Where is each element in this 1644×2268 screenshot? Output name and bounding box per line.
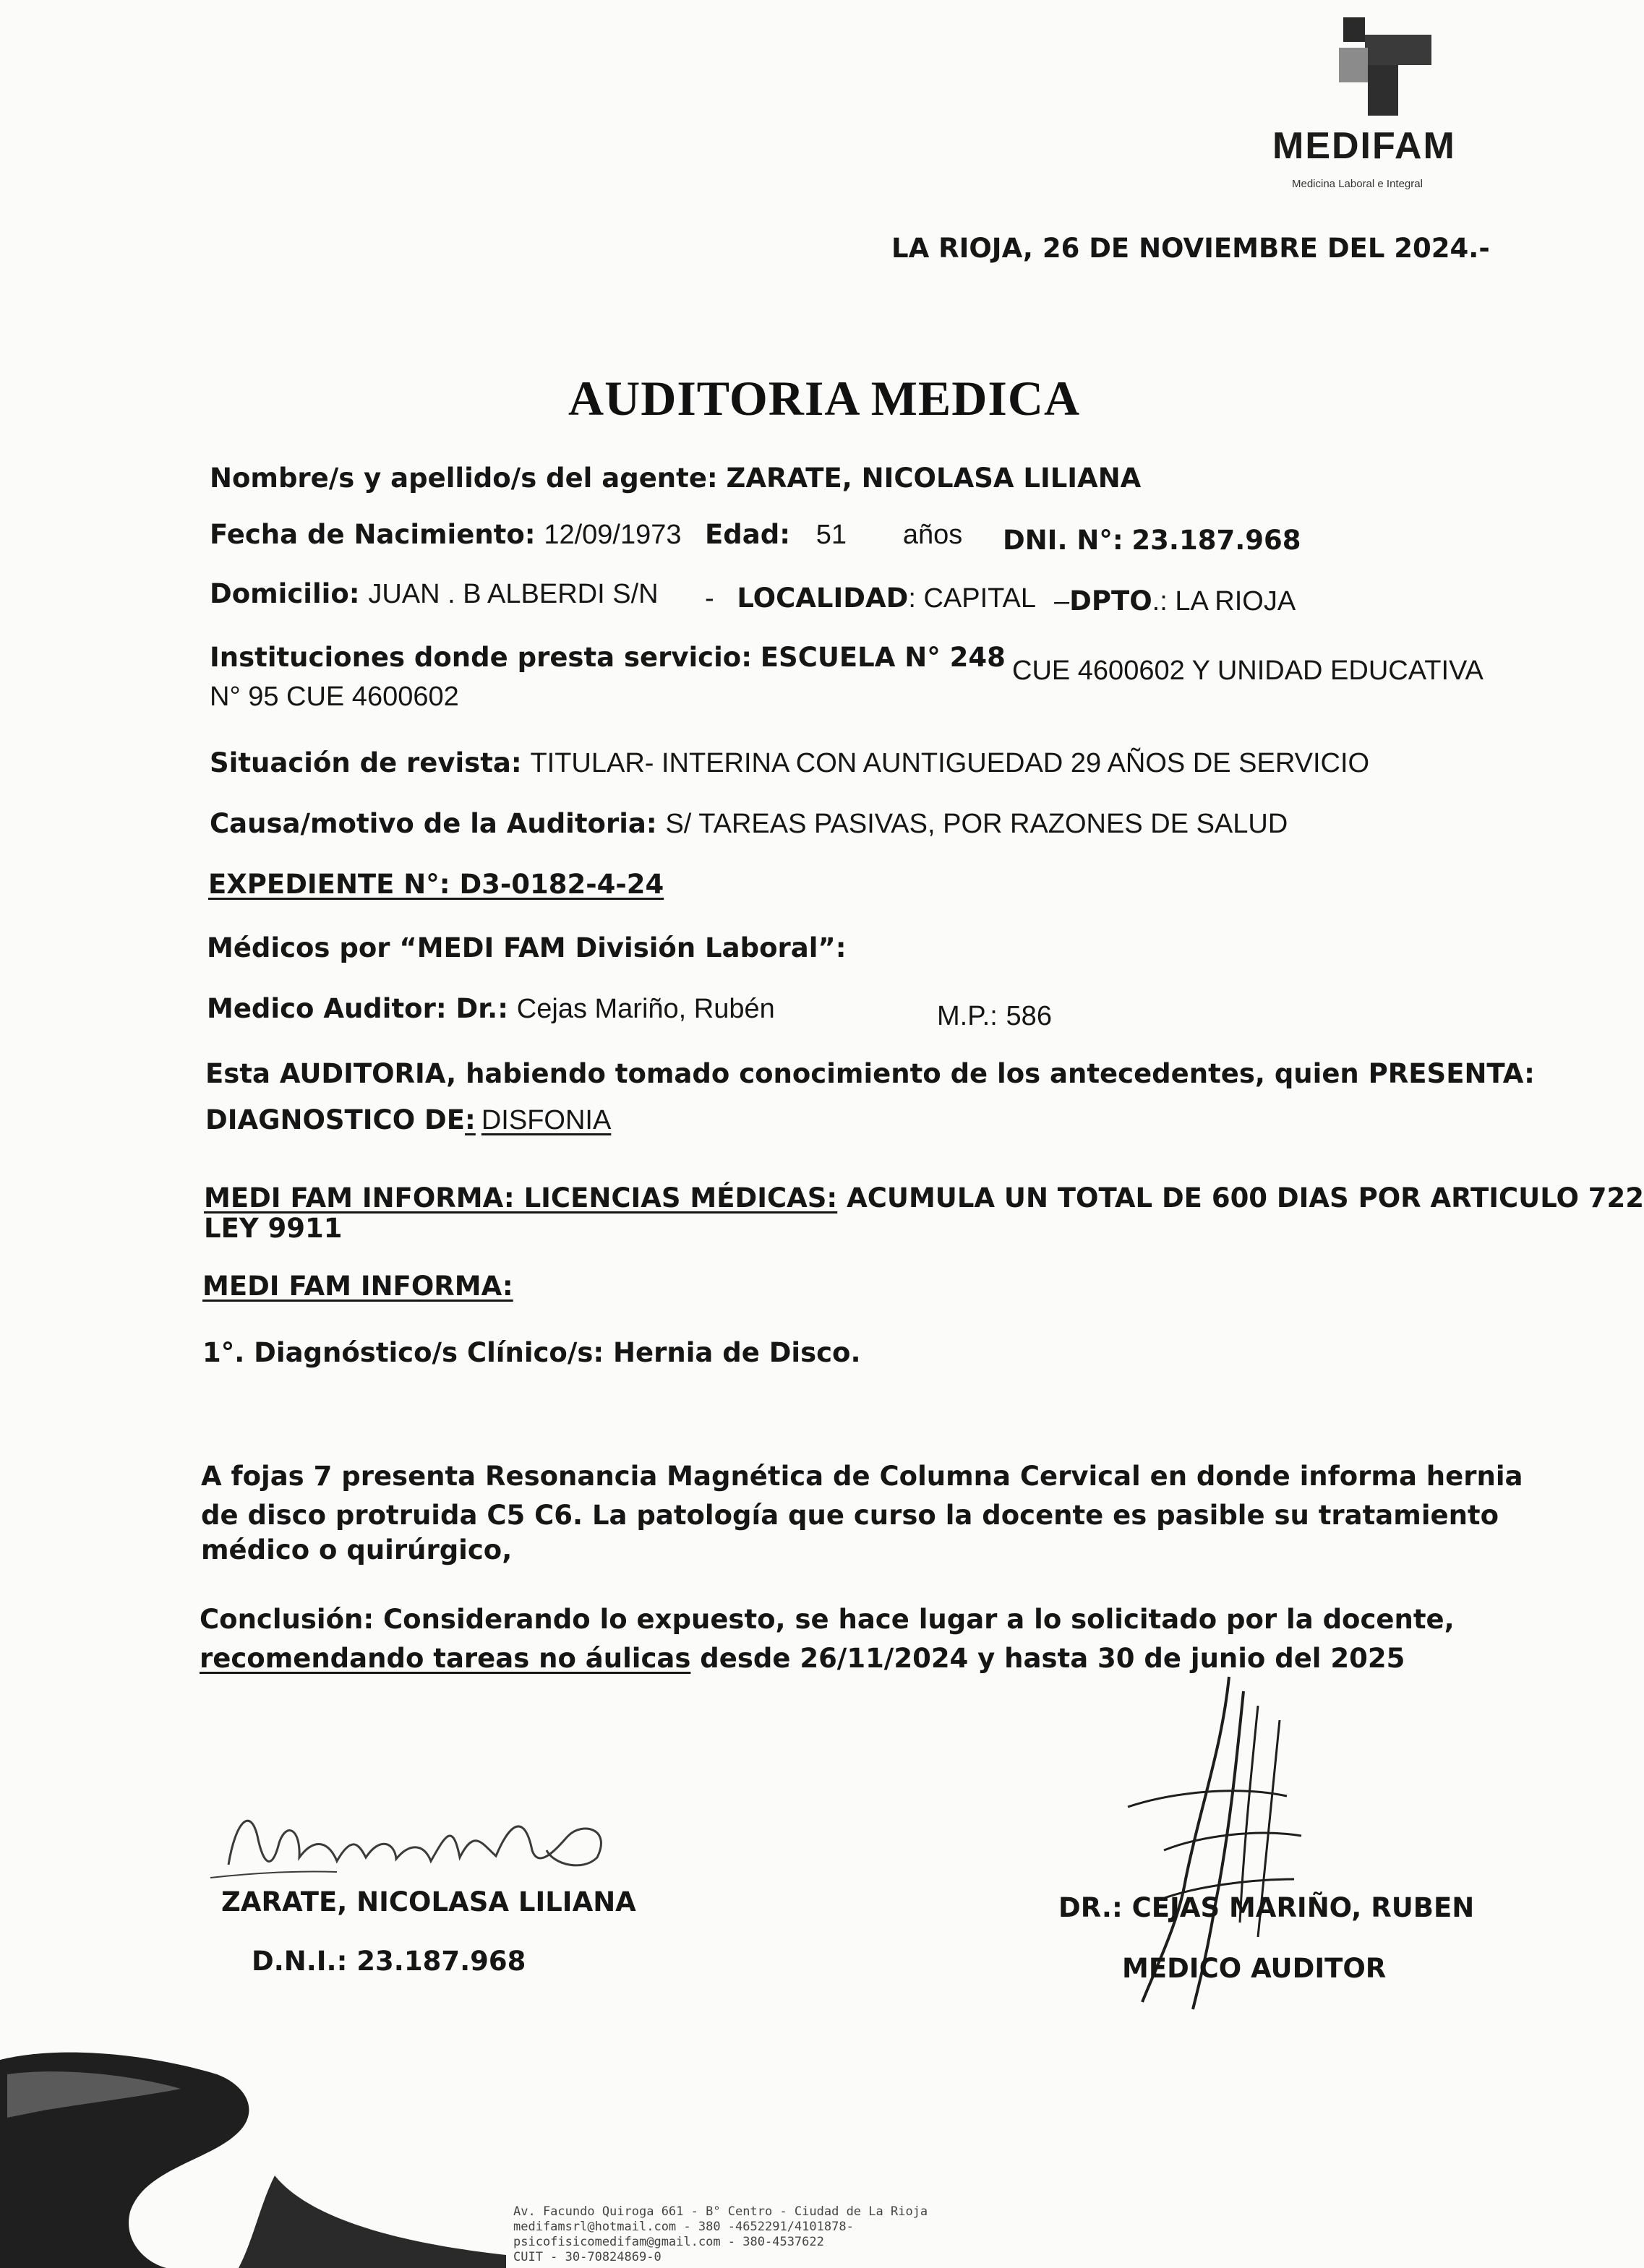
decorative-corner-shape	[0, 2045, 506, 2268]
locality-row	[705, 583, 1036, 614]
diagnosis-value: DISFONIA	[481, 1105, 612, 1135]
address-value: JUAN . B ALBERDI S/N	[368, 579, 659, 609]
conclusion-dates: desde 26/11/2024 y hasta 30 de junio del 2025	[690, 1643, 1405, 1674]
dept-row	[1054, 585, 1296, 617]
status-value: TITULAR- INTERINA CON AUNTIGUEDAD 29 AÑOS DE SERVICIO	[530, 748, 1370, 778]
dni-row	[1003, 525, 1301, 557]
logo-tagline: Medicina Laboral e Integral	[1292, 178, 1423, 190]
cause-label: Causa/motivo de la Auditoria:	[210, 808, 657, 839]
findings-line-1: A fojas 7 presenta Resonancia Magnética de Columna Cervical en donde informa hernia	[201, 1461, 1523, 1492]
licenses-line2: LEY 9911	[204, 1213, 343, 1244]
file-number: EXPEDIENTE N°: D3-0182-4-24	[208, 869, 664, 900]
institutions-row	[210, 642, 1006, 674]
address-row	[210, 578, 659, 610]
conclusion-line-1: Conclusión: Considerando lo expuesto, se hace lugar a lo solicitado por la docente,	[200, 1604, 1455, 1635]
diagnosis-row	[205, 1104, 611, 1136]
status-row	[210, 747, 1369, 779]
informa-heading: MEDI FAM INFORMA:	[202, 1271, 513, 1302]
document-title: AUDITORIA MEDICA	[568, 371, 1081, 426]
agent-signature	[207, 1792, 641, 1894]
licenses-row	[204, 1182, 1644, 1214]
place-date: LA RIOJA, 26 DE NOVIEMBRE DEL 2024.-	[891, 233, 1490, 264]
presents-text-b: AUDITORIA	[279, 1058, 447, 1089]
presents-text-d: PRESENTA:	[1368, 1058, 1535, 1089]
mp-row	[937, 1000, 1052, 1032]
footer-email-2: psicofisicomedifam@gmail.com - 380-4537622	[513, 2235, 824, 2249]
dept-value: .: LA RIOJA	[1152, 586, 1296, 617]
footer-cuit: CUIT - 30-70824869-0	[513, 2250, 662, 2264]
dept-label: DPTO	[1069, 585, 1152, 617]
agent-name-row	[210, 463, 1141, 494]
birth-label: Fecha de Nacimiento:	[210, 519, 536, 550]
licenses-text: ACUMULA UN TOTAL DE 600 DIAS POR ARTICULO 722	[837, 1182, 1644, 1214]
mp-value: 586	[1006, 1001, 1052, 1031]
doctor-signature-name: DR.: CEJAS MARIÑO, RUBEN	[1058, 1892, 1475, 1923]
diagnosis-separator: :	[465, 1104, 476, 1135]
age-value: 51	[815, 520, 847, 550]
medifam-logo-icon	[1330, 16, 1446, 124]
address-label: Domicilio:	[210, 578, 360, 609]
presents-text-a: Esta	[205, 1058, 280, 1089]
presents-text-c: , habiendo tomado conocimiento de los antecedentes, quien	[446, 1058, 1369, 1089]
auditor-label: Medico Auditor: Dr.:	[207, 993, 509, 1024]
findings-paragraph	[201, 1457, 1523, 1570]
cause-row	[210, 808, 1288, 840]
institutions-line2-text: N° 95 CUE 4600602	[210, 682, 459, 712]
footer-address: Av. Facundo Quiroga 661 - B° Centro - Ciudad de La Rioja	[513, 2204, 928, 2219]
auditor-row	[207, 993, 775, 1025]
conclusion-recommendation: recomendando tareas no áulicas	[200, 1643, 691, 1674]
locality-label: LOCALIDAD	[737, 583, 909, 614]
institutions-school: ESCUELA N° 248	[760, 642, 1006, 673]
locality-value: : CAPITAL	[908, 583, 1037, 614]
doctors-heading: Médicos por “MEDI FAM División Laboral”:	[207, 932, 847, 963]
agent-name-label: Nombre/s y apellido/s del agente:	[210, 463, 718, 494]
agent-signature-dni: D.N.I.: 23.187.968	[252, 1946, 526, 1977]
footer-contact	[513, 2204, 928, 2265]
auditor-name: Cejas Mariño, Rubén	[516, 994, 775, 1024]
institutions-label: Instituciones donde presta servicio:	[210, 642, 752, 673]
diagnosis-label: DIAGNOSTICO DE	[205, 1104, 466, 1135]
age-unit: años	[902, 520, 963, 550]
birth-row	[210, 519, 682, 551]
mp-label: M.P.:	[937, 1001, 998, 1031]
status-label: Situación de revista:	[210, 747, 522, 778]
footer-email-1: medifamsrl@hotmail.com - 380 -4652291/4101878-	[513, 2220, 854, 2234]
findings-line-2: de disco protruida C5 C6. La patología que curso la docente es pasible su tratamiento	[201, 1500, 1499, 1531]
institutions-continuation	[1012, 655, 1484, 687]
licenses-label: MEDI FAM INFORMA: LICENCIAS MÉDICAS:	[204, 1182, 838, 1214]
doctor-signature-role: MEDICO AUDITOR	[1122, 1953, 1387, 1984]
cause-value: S/ TAREAS PASIVAS, POR RAZONES DE SALUD	[665, 809, 1288, 839]
agent-signature-name: ZARATE, NICOLASA LILIANA	[221, 1886, 636, 1917]
age-label: Edad:	[705, 519, 791, 550]
presents-row	[205, 1058, 1535, 1090]
dni-value: 23.187.968	[1131, 525, 1301, 556]
findings-line-3: médico o quirúrgico,	[201, 1534, 513, 1565]
logo-name: MEDIFAM	[1272, 125, 1456, 167]
locality-prefix: -	[705, 583, 714, 614]
agent-name-value: ZARATE, NICOLASA LILIANA	[726, 463, 1142, 494]
birth-value: 12/09/1973	[544, 520, 682, 550]
institutions-rest: CUE 4600602 Y UNIDAD EDUCATIVA	[1012, 656, 1484, 686]
dept-prefix: –	[1054, 586, 1070, 617]
age-row	[705, 519, 962, 551]
institutions-line2	[210, 681, 459, 713]
dni-label: DNI. N°:	[1003, 525, 1123, 556]
informa-diagnosis: 1°. Diagnóstico/s Clínico/s: Hernia de Disco.	[202, 1337, 861, 1368]
